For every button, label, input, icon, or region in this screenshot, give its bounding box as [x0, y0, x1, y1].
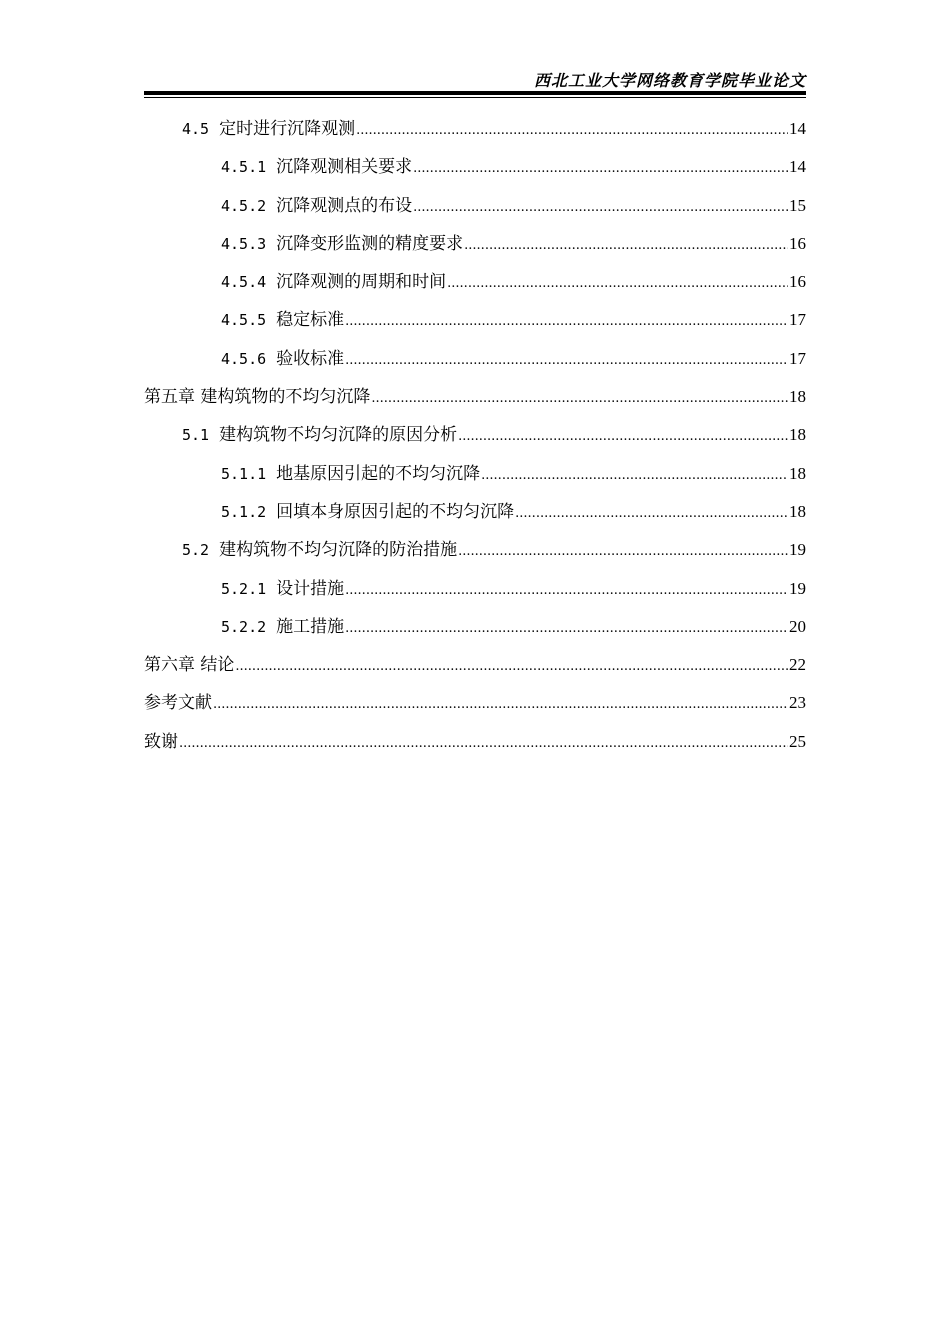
toc-entry[interactable] [144, 385, 806, 423]
toc-leader-dots [464, 234, 788, 258]
toc-entry-page: 22 [789, 655, 806, 675]
toc-leader-dots [447, 272, 788, 296]
header-rule-thin [144, 97, 806, 98]
toc-entry-page: 18 [789, 425, 806, 445]
toc-entry-number: 5.2 [182, 541, 210, 560]
toc-leader-dots [515, 502, 788, 526]
toc-entry[interactable] [144, 500, 806, 538]
toc-leader-dots [345, 579, 788, 603]
toc-leader-dots [458, 425, 788, 449]
toc-entry-title: 致谢 [144, 731, 178, 752]
toc-leader-dots [356, 119, 788, 143]
toc-entry-page: 18 [789, 463, 806, 483]
toc-leader-dots [458, 540, 788, 564]
toc-entry-title: 第五章 建构筑物的不均匀沉降 [144, 387, 371, 408]
toc-entry-page: 23 [789, 693, 806, 713]
toc-entry[interactable] [144, 308, 806, 346]
toc-entry-title: 回填本身原因引起的不均匀沉降 [276, 501, 515, 522]
toc-entry-page: 16 [789, 233, 806, 253]
toc-leader-dots [235, 655, 788, 679]
toc-entry-number: 5.1 [182, 426, 210, 445]
toc-entry-number: 4.5.6 [221, 349, 267, 368]
toc-entry-number: 4.5.5 [221, 311, 267, 330]
toc-entry-title: 沉降观测点的布设 [276, 195, 413, 216]
toc-entry[interactable] [144, 730, 806, 768]
toc-entry-title: 设计措施 [276, 578, 345, 599]
toc-entry[interactable] [144, 423, 806, 461]
toc-entry-page: 25 [789, 731, 806, 751]
toc-leader-dots [179, 732, 788, 756]
toc-entry-page: 17 [789, 348, 806, 368]
toc-entry-title: 第六章 结论 [144, 655, 235, 676]
header-rule-thick [144, 91, 806, 95]
toc-entry-page: 14 [789, 119, 806, 138]
toc-entry-title: 定时进行沉降观测 [219, 119, 356, 139]
toc-entry[interactable] [144, 347, 806, 385]
toc-entry-number: 5.2.1 [221, 579, 267, 598]
toc-entry-title: 施工措施 [276, 616, 345, 637]
toc-entry-title: 稳定标准 [276, 310, 345, 331]
toc-entry[interactable] [144, 577, 806, 615]
toc-leader-dots [481, 464, 788, 488]
toc-entry-number: 5.2.2 [221, 617, 267, 636]
toc-entry-number: 4.5.4 [221, 273, 267, 292]
page-header-title: 西北工业大学网络教育学院毕业论文 [533, 71, 806, 90]
toc-entry-page: 18 [789, 501, 806, 521]
toc-leader-dots [213, 693, 788, 717]
toc-entry-page: 18 [789, 387, 806, 407]
toc-entry-page: 16 [789, 272, 806, 292]
toc-entry-page: 19 [789, 540, 806, 560]
toc-entry[interactable] [144, 194, 806, 232]
toc-entry-page: 15 [789, 195, 806, 215]
toc-leader-dots [371, 387, 788, 411]
toc-entry-number: 4.5.1 [221, 158, 267, 177]
toc-entry[interactable] [144, 462, 806, 500]
toc-entry-number: 5.1.1 [221, 464, 267, 483]
toc-leader-dots [345, 310, 788, 334]
toc-entry-number: 4.5.3 [221, 234, 267, 253]
toc-entry[interactable] [144, 270, 806, 308]
toc-leader-dots [413, 196, 788, 220]
toc-entry-title: 沉降观测的周期和时间 [276, 272, 447, 293]
toc-entry[interactable] [144, 653, 806, 691]
toc-entry-title: 参考文献 [144, 693, 212, 714]
toc-entry-title: 验收标准 [276, 348, 345, 369]
toc-entry[interactable] [144, 691, 806, 729]
toc-entry-number: 5.1.2 [221, 502, 267, 521]
toc-entry[interactable] [144, 538, 806, 576]
toc-leader-dots [345, 349, 788, 373]
toc-entry-page: 19 [789, 578, 806, 598]
toc-entry-title: 地基原因引起的不均匀沉降 [276, 463, 481, 484]
toc-entry-page: 14 [789, 157, 806, 177]
toc-entry[interactable] [144, 155, 806, 193]
toc-entry-page: 20 [789, 616, 806, 636]
toc-entry-title: 沉降观测相关要求 [276, 157, 413, 178]
toc-entry-title: 沉降变形监测的精度要求 [276, 233, 464, 254]
toc-entry-title: 建构筑物不均匀沉降的原因分析 [219, 425, 458, 446]
toc-leader-dots [345, 617, 788, 641]
toc-leader-dots [413, 157, 788, 181]
toc-entry-page: 17 [789, 310, 806, 330]
toc-entry-title: 建构筑物不均匀沉降的防治措施 [219, 540, 458, 561]
toc-entry[interactable] [144, 117, 806, 155]
toc-entry[interactable] [144, 615, 806, 653]
toc-entry-number: 4.5.2 [221, 196, 267, 215]
toc-entry-number: 4.5 [182, 120, 210, 138]
toc-entry[interactable] [144, 232, 806, 270]
table-of-contents [144, 117, 806, 768]
